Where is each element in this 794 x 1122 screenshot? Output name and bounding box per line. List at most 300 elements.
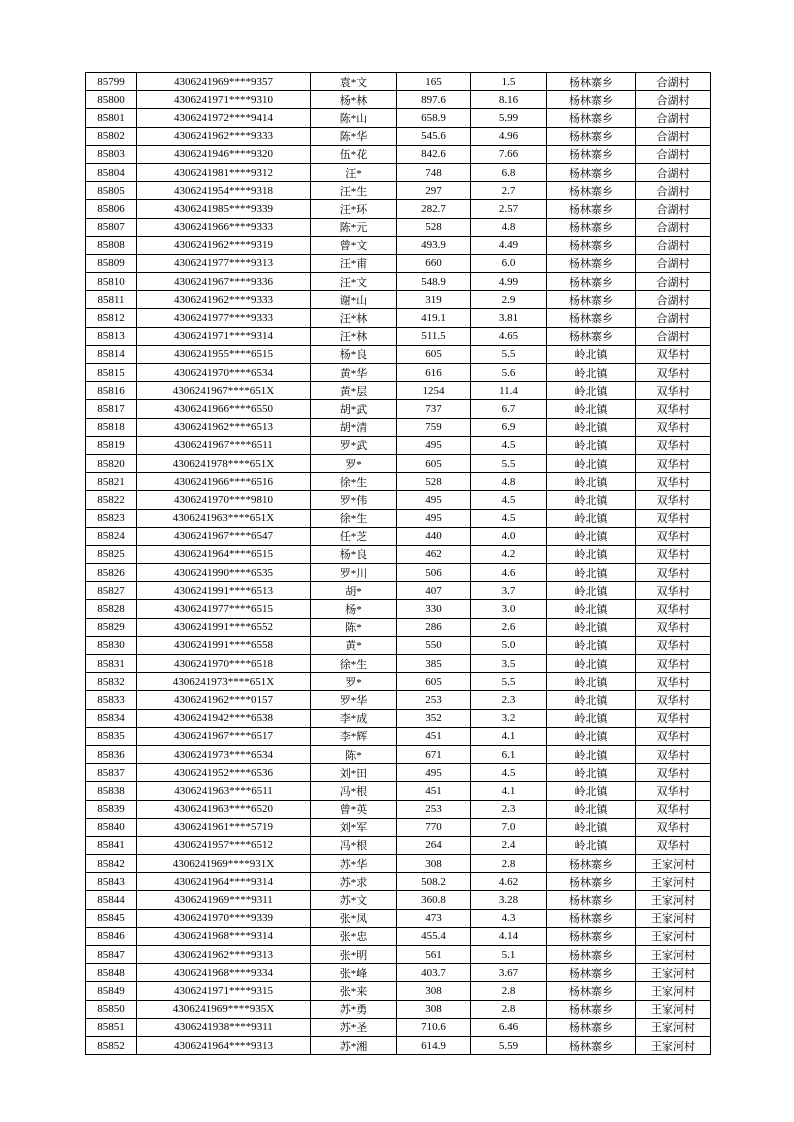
cell-id-number: 4306241970****6534: [137, 364, 311, 382]
table-row: [86, 91, 711, 109]
cell-area: 8.16: [471, 91, 547, 109]
table-row: [86, 182, 711, 200]
table-row: [86, 964, 711, 982]
cell-area: 4.62: [471, 873, 547, 891]
cell-id-number: 4306241969****9357: [137, 73, 311, 91]
cell-township: 岭北镇: [547, 418, 636, 436]
cell-sequence-number: 85821: [86, 473, 137, 491]
cell-amount: 407: [397, 582, 471, 600]
cell-sequence-number: 85845: [86, 909, 137, 927]
cell-id-number: 4306241973****6534: [137, 745, 311, 763]
cell-sequence-number: 85814: [86, 345, 137, 363]
cell-id-number: 4306241963****6511: [137, 782, 311, 800]
cell-township: 岭北镇: [547, 727, 636, 745]
cell-amount: 440: [397, 527, 471, 545]
cell-sequence-number: 85832: [86, 673, 137, 691]
cell-township: 杨林寨乡: [547, 1036, 636, 1054]
cell-amount: 282.7: [397, 200, 471, 218]
cell-township: 杨林寨乡: [547, 946, 636, 964]
cell-township: 岭北镇: [547, 509, 636, 527]
cell-village: 双华村: [636, 564, 711, 582]
cell-sequence-number: 85803: [86, 145, 137, 163]
cell-village: 合湖村: [636, 109, 711, 127]
cell-township: 杨林寨乡: [547, 964, 636, 982]
cell-township: 岭北镇: [547, 691, 636, 709]
cell-person-name: 汪*环: [311, 200, 397, 218]
cell-amount: 165: [397, 73, 471, 91]
cell-id-number: 4306241957****6512: [137, 836, 311, 854]
cell-sequence-number: 85801: [86, 109, 137, 127]
cell-area: 3.0: [471, 600, 547, 618]
cell-village: 合湖村: [636, 273, 711, 291]
table-row: [86, 1018, 711, 1036]
cell-sequence-number: 85851: [86, 1018, 137, 1036]
table-row: [86, 873, 711, 891]
cell-area: 2.57: [471, 200, 547, 218]
cell-amount: 473: [397, 909, 471, 927]
cell-amount: 614.9: [397, 1036, 471, 1054]
cell-id-number: 4306241963****651X: [137, 509, 311, 527]
cell-area: 5.5: [471, 673, 547, 691]
cell-person-name: 汪*林: [311, 327, 397, 345]
cell-area: 11.4: [471, 382, 547, 400]
cell-id-number: 4306241968****9314: [137, 927, 311, 945]
cell-person-name: 苏*求: [311, 873, 397, 891]
cell-amount: 360.8: [397, 891, 471, 909]
cell-village: 合湖村: [636, 218, 711, 236]
table-row: [86, 1000, 711, 1018]
cell-amount: 737: [397, 400, 471, 418]
cell-id-number: 4306241991****6558: [137, 636, 311, 654]
cell-sequence-number: 85830: [86, 636, 137, 654]
cell-area: 2.3: [471, 800, 547, 818]
cell-amount: 605: [397, 673, 471, 691]
cell-id-number: 4306241991****6552: [137, 618, 311, 636]
cell-amount: 545.6: [397, 127, 471, 145]
cell-area: 4.8: [471, 473, 547, 491]
cell-township: 杨林寨乡: [547, 145, 636, 163]
table-row: [86, 946, 711, 964]
cell-sequence-number: 85852: [86, 1036, 137, 1054]
cell-id-number: 4306241964****9314: [137, 873, 311, 891]
cell-area: 4.0: [471, 527, 547, 545]
cell-township: 杨林寨乡: [547, 163, 636, 181]
cell-village: 合湖村: [636, 163, 711, 181]
cell-village: 合湖村: [636, 182, 711, 200]
cell-sequence-number: 85833: [86, 691, 137, 709]
table-row: [86, 709, 711, 727]
cell-township: 岭北镇: [547, 673, 636, 691]
cell-village: 双华村: [636, 364, 711, 382]
table-row: [86, 655, 711, 673]
cell-id-number: 4306241970****6518: [137, 655, 311, 673]
cell-sequence-number: 85827: [86, 582, 137, 600]
cell-area: 2.8: [471, 1000, 547, 1018]
cell-sequence-number: 85846: [86, 927, 137, 945]
cell-person-name: 苏*勇: [311, 1000, 397, 1018]
cell-amount: 352: [397, 709, 471, 727]
cell-person-name: 汪*甫: [311, 254, 397, 272]
cell-village: 双华村: [636, 436, 711, 454]
cell-person-name: 冯*根: [311, 836, 397, 854]
cell-amount: 495: [397, 764, 471, 782]
cell-sequence-number: 85842: [86, 855, 137, 873]
cell-person-name: 徐*生: [311, 473, 397, 491]
cell-village: 合湖村: [636, 309, 711, 327]
cell-person-name: 曾*英: [311, 800, 397, 818]
cell-village: 双华村: [636, 818, 711, 836]
cell-township: 杨林寨乡: [547, 327, 636, 345]
cell-person-name: 张*明: [311, 946, 397, 964]
table-row: [86, 582, 711, 600]
cell-sequence-number: 85850: [86, 1000, 137, 1018]
table-row: [86, 691, 711, 709]
cell-township: 岭北镇: [547, 582, 636, 600]
cell-amount: 308: [397, 982, 471, 1000]
cell-amount: 842.6: [397, 145, 471, 163]
cell-township: 岭北镇: [547, 782, 636, 800]
cell-id-number: 4306241991****6513: [137, 582, 311, 600]
table-row: [86, 673, 711, 691]
cell-village: 双华村: [636, 655, 711, 673]
cell-amount: 770: [397, 818, 471, 836]
cell-person-name: 张*忠: [311, 927, 397, 945]
cell-amount: 759: [397, 418, 471, 436]
cell-village: 王家河村: [636, 1018, 711, 1036]
cell-id-number: 4306241978****651X: [137, 454, 311, 472]
cell-village: 王家河村: [636, 1036, 711, 1054]
cell-id-number: 4306241946****9320: [137, 145, 311, 163]
cell-township: 岭北镇: [547, 709, 636, 727]
cell-village: 王家河村: [636, 1000, 711, 1018]
table-row: [86, 909, 711, 927]
cell-id-number: 4306241967****6511: [137, 436, 311, 454]
cell-id-number: 4306241955****6515: [137, 345, 311, 363]
table-row: [86, 73, 711, 91]
cell-amount: 748: [397, 163, 471, 181]
cell-person-name: 刘*军: [311, 818, 397, 836]
cell-village: 双华村: [636, 691, 711, 709]
cell-area: 4.3: [471, 909, 547, 927]
cell-area: 3.5: [471, 655, 547, 673]
cell-sequence-number: 85847: [86, 946, 137, 964]
cell-township: 岭北镇: [547, 491, 636, 509]
cell-person-name: 杨*: [311, 600, 397, 618]
cell-amount: 511.5: [397, 327, 471, 345]
cell-id-number: 4306241971****9315: [137, 982, 311, 1000]
cell-township: 岭北镇: [547, 364, 636, 382]
table-row: [86, 600, 711, 618]
cell-id-number: 4306241967****651X: [137, 382, 311, 400]
cell-sequence-number: 85805: [86, 182, 137, 200]
cell-village: 合湖村: [636, 291, 711, 309]
cell-village: 双华村: [636, 418, 711, 436]
cell-village: 合湖村: [636, 254, 711, 272]
table-row: [86, 473, 711, 491]
cell-person-name: 杨*林: [311, 91, 397, 109]
table-row: [86, 454, 711, 472]
cell-village: 双华村: [636, 782, 711, 800]
cell-township: 杨林寨乡: [547, 218, 636, 236]
cell-township: 岭北镇: [547, 545, 636, 563]
cell-sequence-number: 85829: [86, 618, 137, 636]
cell-area: 4.49: [471, 236, 547, 254]
cell-person-name: 黄*: [311, 636, 397, 654]
cell-area: 5.5: [471, 345, 547, 363]
cell-area: 4.65: [471, 327, 547, 345]
cell-amount: 605: [397, 454, 471, 472]
cell-amount: 493.9: [397, 236, 471, 254]
cell-amount: 495: [397, 509, 471, 527]
table-row: [86, 727, 711, 745]
cell-sequence-number: 85806: [86, 200, 137, 218]
cell-person-name: 冯*根: [311, 782, 397, 800]
cell-township: 岭北镇: [547, 636, 636, 654]
cell-township: 杨林寨乡: [547, 273, 636, 291]
cell-township: 岭北镇: [547, 345, 636, 363]
cell-sequence-number: 85837: [86, 764, 137, 782]
cell-id-number: 4306241962****9333: [137, 291, 311, 309]
cell-person-name: 陈*华: [311, 127, 397, 145]
cell-area: 4.1: [471, 727, 547, 745]
cell-amount: 297: [397, 182, 471, 200]
cell-area: 5.0: [471, 636, 547, 654]
cell-village: 王家河村: [636, 891, 711, 909]
cell-id-number: 4306241967****6547: [137, 527, 311, 545]
cell-amount: 264: [397, 836, 471, 854]
cell-id-number: 4306241967****9336: [137, 273, 311, 291]
cell-sequence-number: 85841: [86, 836, 137, 854]
cell-area: 3.7: [471, 582, 547, 600]
cell-sequence-number: 85813: [86, 327, 137, 345]
cell-township: 岭北镇: [547, 600, 636, 618]
cell-person-name: 徐*生: [311, 655, 397, 673]
cell-sequence-number: 85819: [86, 436, 137, 454]
cell-area: 2.6: [471, 618, 547, 636]
cell-township: 岭北镇: [547, 836, 636, 854]
cell-township: 杨林寨乡: [547, 254, 636, 272]
cell-area: 5.59: [471, 1036, 547, 1054]
cell-township: 杨林寨乡: [547, 291, 636, 309]
cell-sequence-number: 85823: [86, 509, 137, 527]
cell-person-name: 苏*湘: [311, 1036, 397, 1054]
cell-id-number: 4306241962****0157: [137, 691, 311, 709]
cell-township: 杨林寨乡: [547, 1000, 636, 1018]
cell-area: 4.5: [471, 509, 547, 527]
cell-person-name: 陈*元: [311, 218, 397, 236]
cell-amount: 403.7: [397, 964, 471, 982]
cell-id-number: 4306241972****9414: [137, 109, 311, 127]
cell-area: 1.5: [471, 73, 547, 91]
cell-township: 杨林寨乡: [547, 200, 636, 218]
cell-village: 双华村: [636, 600, 711, 618]
cell-id-number: 4306241962****9319: [137, 236, 311, 254]
cell-sequence-number: 85839: [86, 800, 137, 818]
cell-sequence-number: 85802: [86, 127, 137, 145]
cell-person-name: 汪*: [311, 163, 397, 181]
cell-amount: 253: [397, 691, 471, 709]
cell-sequence-number: 85804: [86, 163, 137, 181]
table-row: [86, 364, 711, 382]
cell-sequence-number: 85820: [86, 454, 137, 472]
cell-amount: 671: [397, 745, 471, 763]
cell-person-name: 谢*山: [311, 291, 397, 309]
cell-township: 杨林寨乡: [547, 182, 636, 200]
cell-id-number: 4306241966****6516: [137, 473, 311, 491]
cell-township: 杨林寨乡: [547, 91, 636, 109]
cell-township: 杨林寨乡: [547, 1018, 636, 1036]
cell-id-number: 4306241968****9334: [137, 964, 311, 982]
cell-area: 6.8: [471, 163, 547, 181]
cell-sequence-number: 85799: [86, 73, 137, 91]
cell-person-name: 陈*: [311, 618, 397, 636]
cell-id-number: 4306241952****6536: [137, 764, 311, 782]
cell-sequence-number: 85828: [86, 600, 137, 618]
cell-person-name: 罗*川: [311, 564, 397, 582]
cell-township: 杨林寨乡: [547, 873, 636, 891]
cell-area: 4.1: [471, 782, 547, 800]
cell-area: 4.5: [471, 491, 547, 509]
cell-village: 合湖村: [636, 91, 711, 109]
cell-amount: 451: [397, 727, 471, 745]
cell-person-name: 汪*文: [311, 273, 397, 291]
cell-person-name: 袁*文: [311, 73, 397, 91]
cell-person-name: 黄*层: [311, 382, 397, 400]
cell-area: 2.9: [471, 291, 547, 309]
cell-township: 杨林寨乡: [547, 127, 636, 145]
cell-area: 2.7: [471, 182, 547, 200]
cell-area: 5.99: [471, 109, 547, 127]
table-row: [86, 145, 711, 163]
cell-person-name: 黄*华: [311, 364, 397, 382]
table-row: [86, 545, 711, 563]
cell-village: 合湖村: [636, 200, 711, 218]
cell-village: 合湖村: [636, 73, 711, 91]
cell-person-name: 徐*生: [311, 509, 397, 527]
cell-person-name: 罗*华: [311, 691, 397, 709]
cell-township: 杨林寨乡: [547, 109, 636, 127]
cell-village: 合湖村: [636, 127, 711, 145]
cell-area: 2.3: [471, 691, 547, 709]
cell-sequence-number: 85817: [86, 400, 137, 418]
cell-township: 杨林寨乡: [547, 236, 636, 254]
cell-village: 合湖村: [636, 145, 711, 163]
cell-township: 岭北镇: [547, 564, 636, 582]
cell-amount: 561: [397, 946, 471, 964]
cell-sequence-number: 85815: [86, 364, 137, 382]
cell-id-number: 4306241954****9318: [137, 182, 311, 200]
cell-sequence-number: 85843: [86, 873, 137, 891]
cell-area: 7.0: [471, 818, 547, 836]
cell-area: 4.8: [471, 218, 547, 236]
cell-id-number: 4306241964****6515: [137, 545, 311, 563]
cell-id-number: 4306241977****9333: [137, 309, 311, 327]
cell-person-name: 曾*文: [311, 236, 397, 254]
cell-area: 4.2: [471, 545, 547, 563]
table-row: [86, 764, 711, 782]
table-row: [86, 564, 711, 582]
cell-amount: 616: [397, 364, 471, 382]
cell-township: 岭北镇: [547, 618, 636, 636]
cell-amount: 419.1: [397, 309, 471, 327]
cell-amount: 385: [397, 655, 471, 673]
cell-amount: 550: [397, 636, 471, 654]
cell-township: 岭北镇: [547, 818, 636, 836]
cell-sequence-number: 85838: [86, 782, 137, 800]
cell-person-name: 张*凤: [311, 909, 397, 927]
cell-township: 岭北镇: [547, 745, 636, 763]
cell-person-name: 胡*: [311, 582, 397, 600]
cell-id-number: 4306241963****6520: [137, 800, 311, 818]
cell-township: 岭北镇: [547, 800, 636, 818]
cell-area: 4.5: [471, 436, 547, 454]
cell-person-name: 胡*清: [311, 418, 397, 436]
cell-amount: 451: [397, 782, 471, 800]
cell-area: 2.4: [471, 836, 547, 854]
cell-village: 双华村: [636, 545, 711, 563]
table-row: [86, 200, 711, 218]
cell-amount: 605: [397, 345, 471, 363]
cell-id-number: 4306241970****9339: [137, 909, 311, 927]
table-row: [86, 527, 711, 545]
cell-village: 双华村: [636, 673, 711, 691]
cell-amount: 506: [397, 564, 471, 582]
cell-township: 岭北镇: [547, 400, 636, 418]
cell-village: 王家河村: [636, 855, 711, 873]
cell-village: 双华村: [636, 527, 711, 545]
cell-village: 双华村: [636, 709, 711, 727]
cell-sequence-number: 85848: [86, 964, 137, 982]
cell-id-number: 4306241977****9313: [137, 254, 311, 272]
cell-village: 双华村: [636, 400, 711, 418]
cell-person-name: 苏*圣: [311, 1018, 397, 1036]
cell-person-name: 杨*良: [311, 345, 397, 363]
table-row: [86, 109, 711, 127]
cell-township: 杨林寨乡: [547, 891, 636, 909]
cell-village: 王家河村: [636, 927, 711, 945]
records-table-body: [86, 73, 711, 1055]
cell-township: 岭北镇: [547, 764, 636, 782]
cell-amount: 528: [397, 473, 471, 491]
cell-amount: 528: [397, 218, 471, 236]
cell-village: 王家河村: [636, 946, 711, 964]
cell-area: 6.7: [471, 400, 547, 418]
cell-sequence-number: 85834: [86, 709, 137, 727]
cell-amount: 495: [397, 491, 471, 509]
cell-sequence-number: 85849: [86, 982, 137, 1000]
cell-village: 双华村: [636, 509, 711, 527]
cell-amount: 508.2: [397, 873, 471, 891]
cell-amount: 330: [397, 600, 471, 618]
cell-person-name: 李*辉: [311, 727, 397, 745]
cell-area: 3.28: [471, 891, 547, 909]
table-row: [86, 982, 711, 1000]
cell-area: 5.1: [471, 946, 547, 964]
cell-sequence-number: 85810: [86, 273, 137, 291]
cell-sequence-number: 85822: [86, 491, 137, 509]
cell-village: 双华村: [636, 582, 711, 600]
cell-amount: 548.9: [397, 273, 471, 291]
cell-person-name: 苏*华: [311, 855, 397, 873]
cell-amount: 308: [397, 1000, 471, 1018]
table-row: [86, 509, 711, 527]
cell-township: 杨林寨乡: [547, 855, 636, 873]
cell-id-number: 4306241942****6538: [137, 709, 311, 727]
cell-area: 6.9: [471, 418, 547, 436]
cell-village: 双华村: [636, 618, 711, 636]
table-row: [86, 127, 711, 145]
table-row: [86, 309, 711, 327]
